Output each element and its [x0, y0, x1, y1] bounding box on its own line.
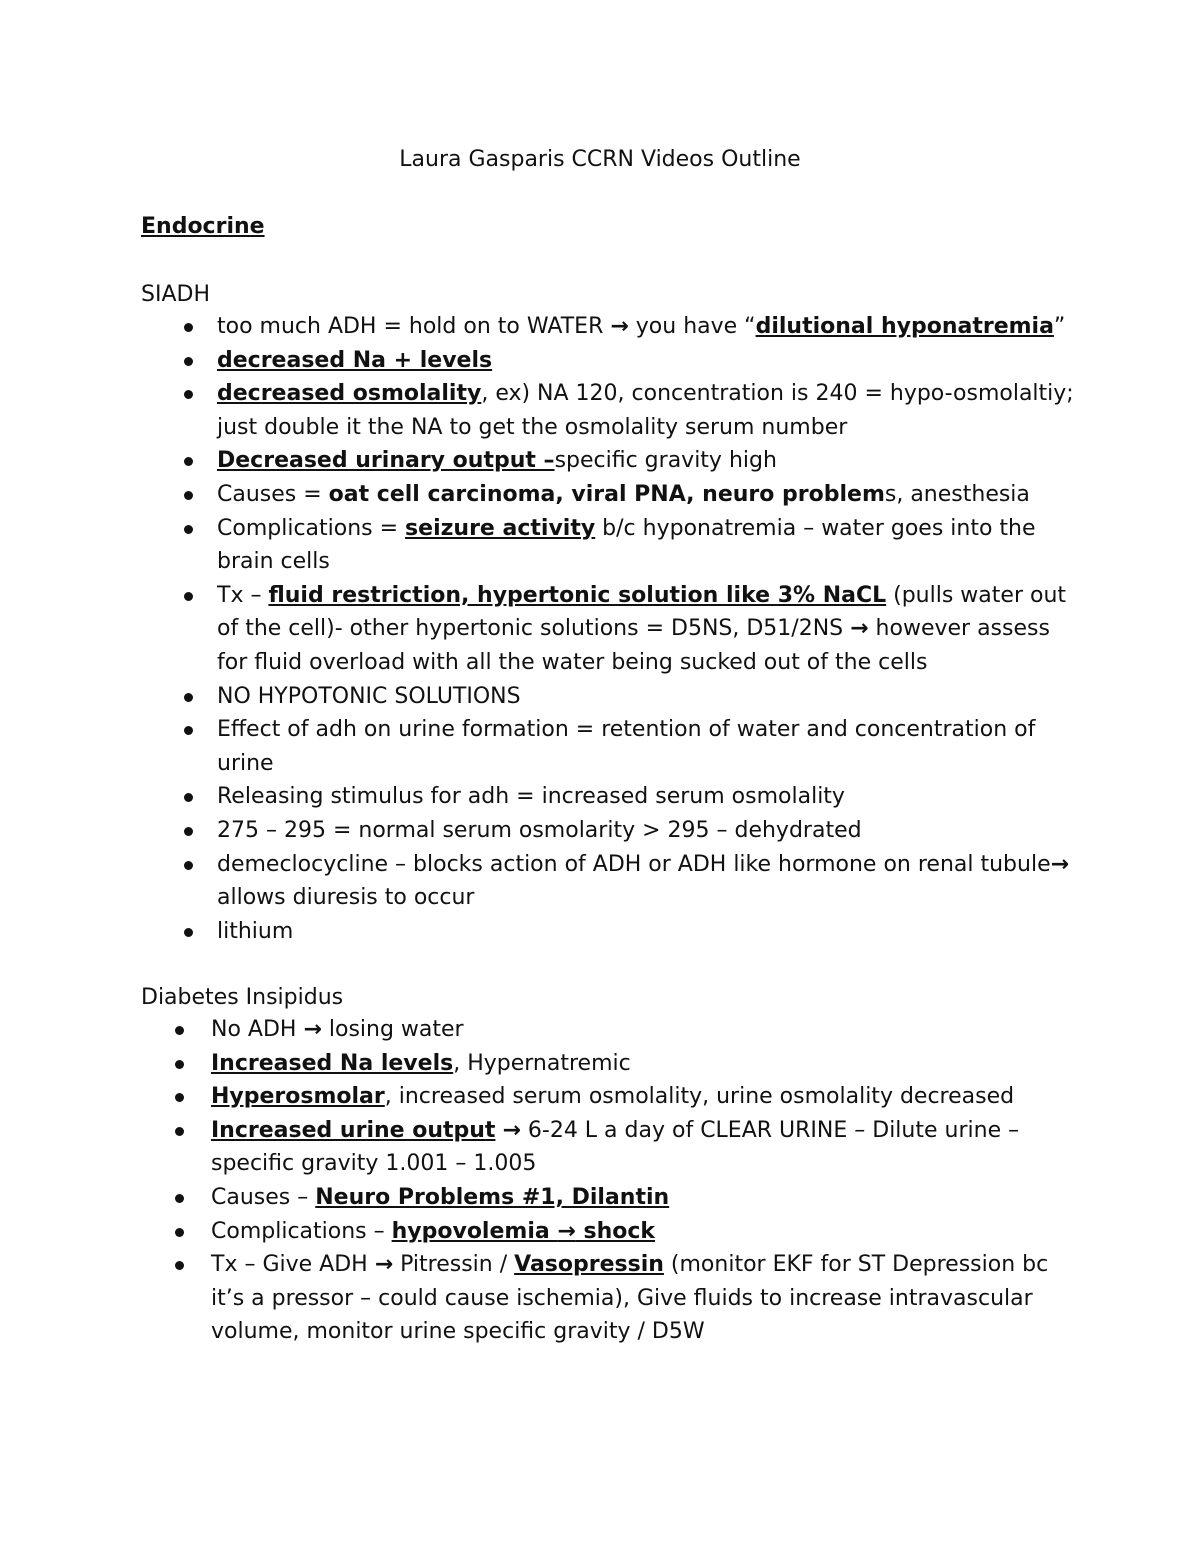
emphasis-text: dilutional hyponatremia — [755, 314, 1054, 339]
emphasis-text: Neuro Problems #1, Dilantin — [315, 1184, 670, 1210]
bullet-icon — [184, 525, 193, 534]
bold-text: oat cell carcinoma, viral PNA, neuro problem — [328, 481, 885, 507]
siadh-bullet-list — [217, 310, 1077, 948]
arrow-right-icon: → — [850, 616, 869, 642]
list-item — [217, 814, 1077, 848]
document-title: Laura Gasparis CCRN Videos Outline — [399, 147, 801, 172]
bullet-icon — [175, 1194, 184, 1203]
list-item — [211, 1215, 1081, 1249]
text-run: Causes = — [217, 481, 329, 507]
bullet-icon — [184, 827, 193, 836]
list-item — [217, 848, 1077, 915]
text-run: allows diuresis to occur — [217, 885, 475, 911]
text-run: losing water — [321, 1017, 464, 1042]
text-run: lithium — [217, 918, 294, 944]
list-item — [211, 1181, 1081, 1215]
text-run: , ex) NA 120, concentration is 240 = hypo-osmolaltiy; just double it the NA to get the osmolality serum number — [217, 381, 1074, 440]
bullet-icon — [184, 357, 193, 366]
emphasis-text: decreased Na + levels — [217, 347, 493, 373]
bullet-icon — [184, 390, 193, 399]
bullet-icon — [184, 793, 193, 802]
list-item — [211, 1013, 1081, 1047]
section-heading-endocrine: Endocrine — [141, 214, 265, 239]
text-run: Complications = — [217, 515, 406, 541]
emphasis-text: Hyperosmolar — [211, 1084, 385, 1110]
text-run: Tx – Give ADH — [211, 1252, 375, 1278]
text-run: ” — [1053, 314, 1066, 339]
text-run: (monitor EKF for ST Depression bc it’s a pressor – could cause ischemia), Give fluids to increase intravascular volume, monitor urine specific gravity / D5W — [211, 1252, 1049, 1345]
text-run: b/c hyponatremia – water goes into the brain cells — [217, 515, 1036, 575]
list-item — [217, 915, 1077, 949]
text-run: , increased serum osmolality, urine osmolality decreased — [384, 1084, 1015, 1110]
arrow-right-icon: → — [610, 314, 629, 339]
bullet-icon — [175, 1026, 184, 1035]
emphasis-text: Decreased urinary output – — [217, 448, 555, 474]
emphasis-text: Vasopressin — [514, 1252, 664, 1278]
list-item — [217, 377, 1077, 444]
text-run: No ADH — [211, 1017, 304, 1042]
bullet-icon — [184, 457, 193, 466]
bullet-icon — [175, 1127, 184, 1136]
text-run: s, anesthesia — [884, 481, 1030, 507]
emphasis-text: fluid restriction, hypertonic solution like 3% NaCL — [268, 582, 887, 608]
list-item — [211, 1248, 1081, 1349]
text-run: demeclocycline – blocks action of ADH or ADH like hormone on renal tubule — [217, 851, 1051, 877]
text-run: too much ADH = hold on to WATER — [217, 314, 611, 339]
list-item — [211, 1047, 1081, 1081]
emphasis-text: shock — [575, 1218, 656, 1244]
arrow-right-icon: → — [374, 1252, 394, 1278]
emphasis-text: hypovolemia — [391, 1218, 558, 1244]
list-item — [211, 1080, 1081, 1114]
list-item — [217, 310, 1077, 344]
text-run: 275 – 295 = normal serum osmolarity > 295 – dehydrated — [217, 817, 862, 843]
emphasis-text: Increased Na levels — [211, 1050, 454, 1076]
topic-heading-siadh: SIADH — [141, 282, 210, 307]
list-item — [217, 478, 1077, 512]
arrow-right-icon: → — [303, 1017, 322, 1042]
list-item — [217, 512, 1077, 579]
text-run: , Hypernatremic — [453, 1050, 631, 1076]
bullet-icon — [184, 861, 193, 870]
text-run: Tx – — [217, 582, 269, 608]
text-run: Pitressin / — [393, 1252, 515, 1278]
bullet-icon — [184, 592, 193, 601]
emphasis-text: Increased urine output — [211, 1117, 496, 1143]
list-item — [217, 579, 1077, 680]
topic-heading-diabetes-insipidus: Diabetes Insipidus — [141, 985, 344, 1010]
text-run: (pulls water out of the cell)- other hypertonic solutions = D5NS, D51/2NS — [217, 582, 1067, 642]
arrow-right-icon: → — [502, 1117, 521, 1143]
bullet-icon — [175, 1228, 184, 1237]
list-item — [211, 1114, 1081, 1181]
text-run: NO HYPOTONIC SOLUTIONS — [217, 683, 521, 709]
text-run: 6-24 L a day of CLEAR URINE – Dilute urine – specific gravity 1.001 – 1.005 — [211, 1117, 1020, 1177]
list-item — [217, 680, 1077, 714]
text-run: Effect of adh on urine formation = retention of water and concentration of urine — [217, 717, 1036, 776]
bullet-icon — [184, 726, 193, 735]
text-run: Complications – — [211, 1218, 392, 1244]
bullet-icon — [175, 1093, 184, 1102]
list-item — [217, 344, 1077, 378]
arrow-right-icon: → — [557, 1218, 576, 1244]
diabetes-insipidus-bullet-list — [211, 1013, 1081, 1349]
text-run: Causes – — [211, 1184, 316, 1210]
text-run: Releasing stimulus for adh = increased serum osmolality — [217, 784, 845, 810]
list-item — [217, 444, 1077, 478]
list-item — [217, 713, 1077, 780]
bullet-icon — [184, 693, 193, 702]
bullet-icon — [175, 1261, 184, 1270]
text-run: you have “ — [628, 314, 756, 339]
text-run: however assess for fluid overload with all the water being sucked out of the cells — [217, 616, 1050, 675]
emphasis-text: seizure activity — [405, 515, 596, 541]
text-run: specific gravity high — [554, 448, 777, 474]
emphasis-text: decreased osmolality — [217, 381, 482, 407]
arrow-right-icon: → — [1050, 851, 1070, 877]
bullet-icon — [184, 323, 193, 332]
bullet-icon — [184, 491, 193, 500]
bullet-icon — [184, 928, 193, 937]
list-item — [217, 780, 1077, 814]
bullet-icon — [175, 1060, 184, 1069]
